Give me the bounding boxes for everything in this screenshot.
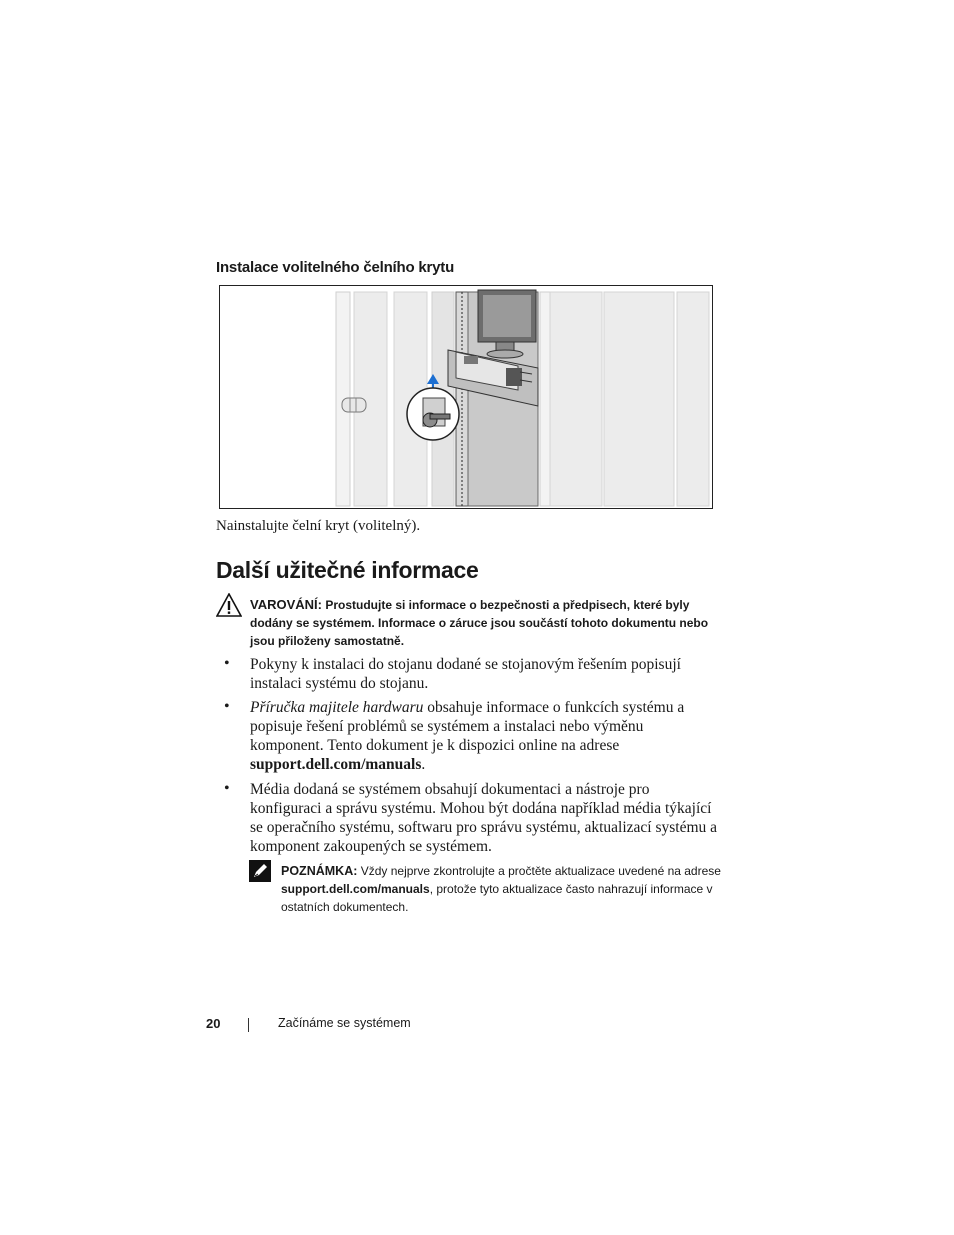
page-number: 20	[206, 1016, 221, 1031]
support-link[interactable]: support.dell.com/manuals	[250, 756, 422, 773]
bullet-symbol: •	[224, 698, 230, 715]
footer-title: Začínáme se systémem	[278, 1016, 411, 1030]
main-heading: Další užitečné informace	[216, 557, 479, 583]
item-end: .	[421, 756, 426, 773]
item-text: obsahuje informace o funkcích systému a popisuje řešení problémů se systémem a instalaci nebo výměnu komponent. Tento dokument je k dispozici online na adrese	[250, 699, 685, 754]
list-item: Pokyny k instalaci do stojanu dodané se stojanovým řešením popisují instalaci systému do stojanu.	[250, 656, 681, 692]
section-heading: Instalace volitelného čelního krytu	[216, 259, 455, 276]
note-support-link[interactable]: support.dell.com/manuals	[281, 882, 430, 896]
footer-divider	[248, 1018, 249, 1032]
list-item: Média dodaná se systémem obsahují dokumentaci a nástroje pro konfiguraci a správu systému. Mohou být dodána například média týkající se operačního systému, softwaru pro správu systému, aktualizací systému a komponent zakoupených se systémem.	[250, 781, 718, 855]
bezel-installation-illustration	[219, 285, 713, 509]
warning-icon	[216, 593, 242, 617]
list-item	[250, 698, 720, 774]
figure-caption: Nainstalujte čelní kryt (volitelný).	[216, 518, 421, 534]
note-body-2: , protože tyto aktualizace často nahrazují informace v ostatních dokumentech.	[281, 882, 713, 914]
note-label: POZNÁMKA:	[281, 864, 358, 878]
warning-label: VAROVÁNÍ:	[250, 597, 322, 612]
note-pencil-icon	[249, 860, 271, 882]
note-text	[281, 862, 721, 916]
note-body-1: Vždy nejprve zkontrolujte a pročtěte aktualizace uvedené na adrese	[357, 864, 721, 878]
bullet-symbol: •	[224, 780, 230, 797]
warning-body: Prostudujte si informace o bezpečnosti a předpisech, které byly dodány se systémem. Informace o záruce jsou součástí tohoto dokumentu nebo jsou přiloženy samostatně.	[250, 598, 709, 648]
bullet-symbol: •	[224, 655, 230, 672]
manual-title: Příručka majitele hardwaru	[250, 699, 424, 716]
warning-text	[250, 596, 720, 650]
